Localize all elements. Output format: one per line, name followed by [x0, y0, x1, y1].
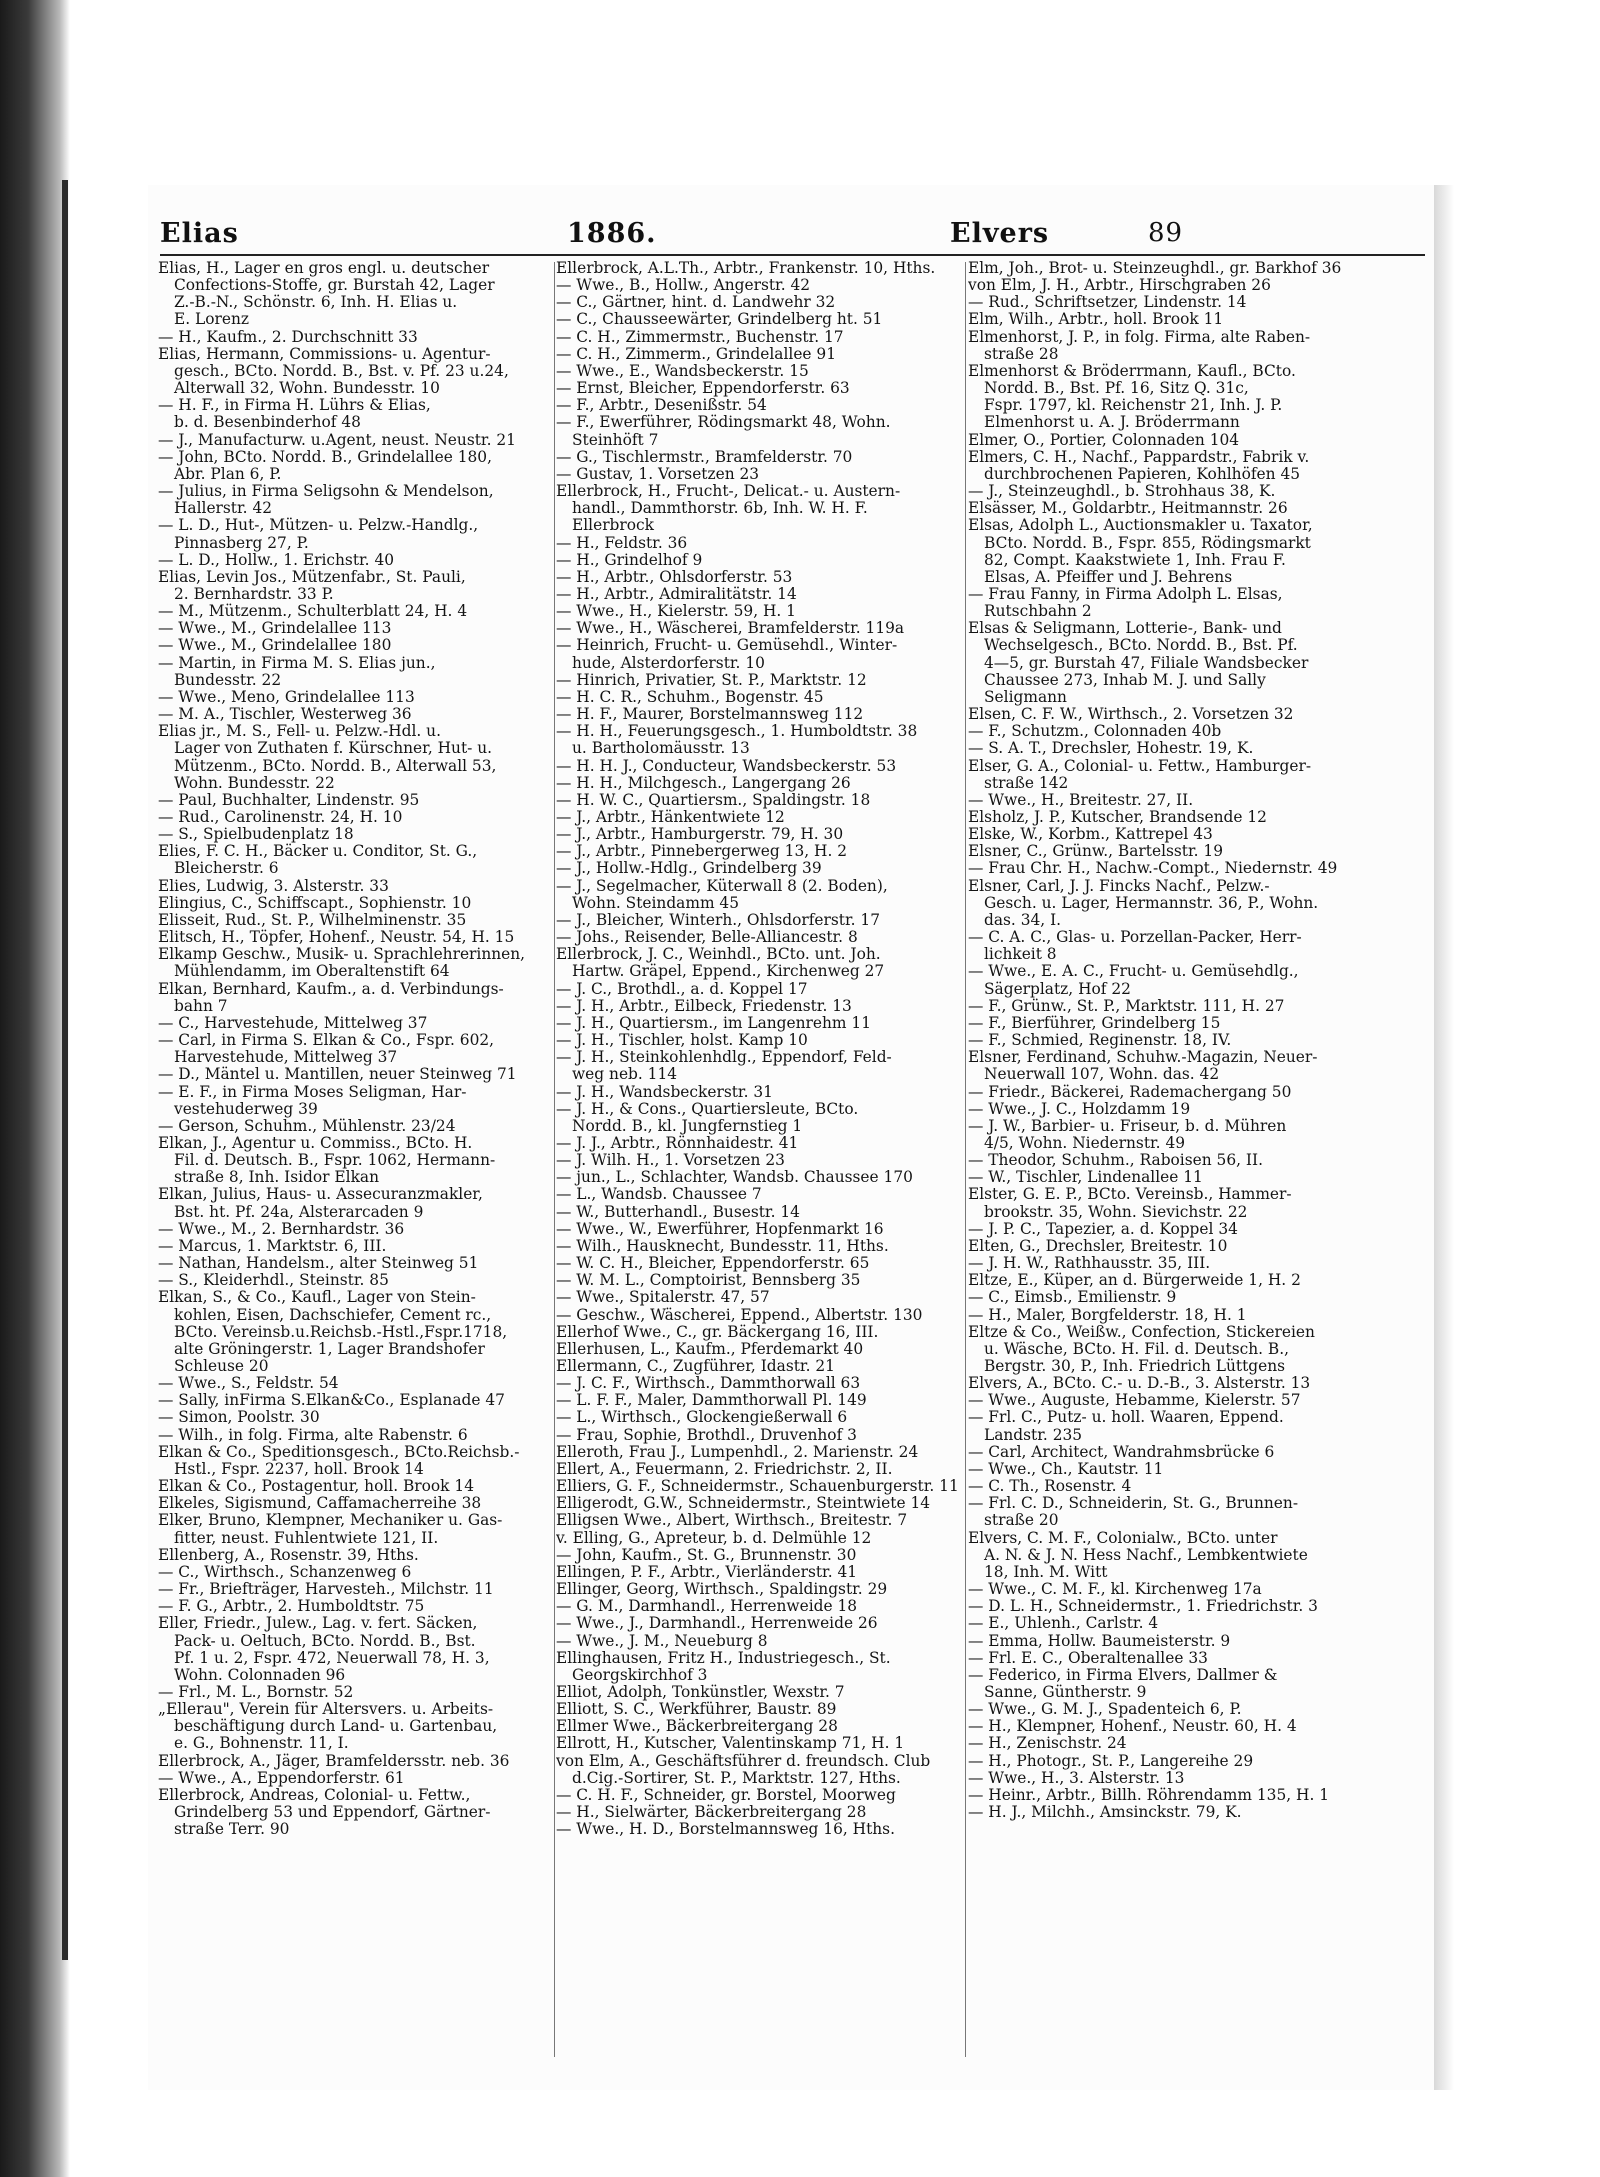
directory-entry-line: — J. H., Quartiersm., im Langenrehm 11	[556, 1014, 871, 1032]
directory-entry-line: gesch., BCto. Nordd. B., Bst. v. Pf. 23 u.24,	[174, 362, 509, 380]
directory-entry-line: — C., Eimsb., Emilienstr. 9	[968, 1289, 1177, 1307]
column-separator	[965, 262, 966, 2057]
directory-entry-line: Elitsch, H., Töpfer, Hohenf., Neustr. 54, H. 15	[158, 929, 515, 947]
directory-entry-line: Elias jr., M. S., Fell- u. Pelzw.-Hdl. u.	[158, 723, 441, 741]
directory-entry-line: — J. H., Tischler, holst. Kamp 10	[556, 1032, 808, 1050]
directory-entry-line: Wechselgesch., BCto. Nordd. B., Bst. Pf.	[984, 637, 1298, 655]
directory-entry-line: — Wwe., M., Grindelallee 180	[158, 637, 392, 655]
directory-entry-line: Ellerbrock	[572, 517, 654, 535]
directory-entry-line: — Wwe., H., Breitestr. 27, II.	[968, 791, 1194, 809]
directory-entry-line: — H., Photogr., St. P., Langereihe 29	[968, 1752, 1254, 1770]
directory-entry-line: Schleuse 20	[174, 1358, 269, 1375]
directory-entry-line: — Wwe., A., Eppendorferstr. 61	[158, 1769, 405, 1787]
directory-entry-line: — Wwe., Spitalerstr. 47, 57	[556, 1289, 770, 1307]
directory-entry-line: — W., Tischler, Lindenallee 11	[968, 1169, 1203, 1187]
directory-entry-line: Elligsen Wwe., Albert, Wirthsch., Breitestr. 7	[556, 1512, 908, 1530]
directory-entry-line: — G., Tischlermstr., Bramfelderstr. 70	[556, 448, 853, 466]
directory-entry-line: Elliot, Adolph, Tonkünstler, Wexstr. 7	[556, 1683, 845, 1701]
directory-entry-line: — Wwe., M., 2. Bernhardstr. 36	[158, 1220, 405, 1238]
directory-entry-line: — Gustav, 1. Vorsetzen 23	[556, 465, 760, 483]
directory-entry-line: Elster, G. E. P., BCto. Vereinsb., Hammer-	[968, 1186, 1292, 1204]
directory-entry-line: Eller, Friedr., Julew., Lag. v. fert. Säcken,	[158, 1615, 478, 1633]
directory-entry-line: Hstl., Fspr. 2237, holl. Brook 14	[174, 1460, 424, 1478]
directory-entry-line: — C., Chausseewärter, Grindelberg ht. 51	[556, 311, 883, 329]
directory-entry-line: — J. J., Arbtr., Rönnhaidestr. 41	[556, 1134, 799, 1152]
directory-entry-line: Pf. 1 u. 2, Fspr. 472, Neuerwall 78, H. 3,	[174, 1649, 490, 1667]
directory-entry-line: Steinhöft 7	[572, 431, 659, 449]
directory-entry-line: — Wwe., S., Feldstr. 54	[158, 1375, 339, 1393]
directory-entry-line: — Wwe., J. C., Holzdamm 19	[968, 1100, 1191, 1118]
directory-entry-line: — John, Kaufm., St. G., Brunnenstr. 30	[556, 1546, 857, 1564]
directory-entry-line: Elkan, Bernhard, Kaufm., a. d. Verbindungs-	[158, 980, 504, 998]
directory-entry-line: straße 28	[984, 345, 1059, 363]
directory-entry-line: Elsner, Ferdinand, Schuhw.-Magazin, Neuer-	[968, 1049, 1318, 1067]
directory-entry-line: Ellerhof Wwe., C., gr. Bäckergang 16, III.	[556, 1323, 879, 1341]
directory-entry-line: Pinnasberg 27, P.	[174, 534, 309, 552]
directory-entry-line: 4—5, gr. Burstah 47, Filiale Wandsbecker	[984, 654, 1309, 672]
directory-entry-line: — F., Ewerführer, Rödingsmarkt 48, Wohn.	[556, 414, 891, 432]
directory-entry-line: — J., Arbtr., Hamburgerstr. 79, H. 30	[556, 826, 844, 844]
directory-entry-line: — M., Mützenm., Schulterblatt 24, H. 4	[158, 603, 468, 621]
directory-entry-line: 82, Compt. Kaakstwiete 1, Inh. Frau F.	[984, 551, 1286, 569]
directory-entry-line: — Wwe., C. M. F., kl. Kirchenweg 17a	[968, 1581, 1262, 1599]
directory-entry-line: Wohn. Colonnaden 96	[174, 1666, 346, 1684]
directory-entry-line: Elsas & Seligmann, Lotterie-, Bank- und	[968, 620, 1282, 638]
directory-entry-line: — W., Butterhandl., Busestr. 14	[556, 1203, 800, 1221]
directory-entry-line: Elias, H., Lager en gros engl. u. deutscher	[158, 260, 490, 277]
directory-entry-line: — H. H. J., Conducteur, Wandsbeckerstr. 53	[556, 757, 897, 775]
directory-entry-line: — Wwe., H. D., Borstelmannsweg 16, Hths.	[556, 1821, 895, 1839]
directory-entry-line: — J., Arbtr., Pinnebergerweg 13, H. 2	[556, 843, 848, 861]
directory-entry-line: Rutschbahn 2	[984, 603, 1092, 621]
directory-entry-line: — Wwe., Ch., Kautstr. 11	[968, 1460, 1164, 1478]
directory-entry-line: Elias, Levin Jos., Mützenfabr., St. Pauli,	[158, 568, 466, 586]
directory-entry-line: Elliott, S. C., Werkführer, Baustr. 89	[556, 1701, 837, 1719]
directory-entry-line: Elkan, S., & Co., Kaufl., Lager von Stein-	[158, 1289, 476, 1307]
directory-entry-line: — Rud., Carolinenstr. 24, H. 10	[158, 809, 403, 826]
directory-entry-line: — J., Manufacturw. u.Agent, neust. Neustr. 21	[158, 431, 516, 449]
directory-entry-line: Ellingen, P. F., Arbtr., Vierländerstr. 41	[556, 1563, 858, 1581]
directory-entry-line: straße Terr. 90	[174, 1821, 290, 1839]
directory-entry-line: Seligmann	[984, 688, 1067, 706]
directory-entry-line: — D., Mäntel u. Mantillen, neuer Steinweg 71	[158, 1066, 517, 1084]
directory-entry-line: — Fr., Briefträger, Harvesteh., Milchstr. 11	[158, 1581, 494, 1599]
directory-entry-line: — S., Kleiderhdl., Steinstr. 85	[158, 1272, 389, 1290]
directory-entry-line: — F., Schutzm., Colonnaden 40b	[968, 723, 1222, 741]
directory-entry-line: Elsas, A. Pfeiffer und J. Behrens	[984, 568, 1233, 586]
directory-entry-line: — C. Th., Rosenstr. 4	[968, 1478, 1132, 1496]
directory-entry-line: Elmenhorst & Bröderrmann, Kaufl., BCto.	[968, 362, 1296, 380]
directory-entry-line: — D. L. H., Schneidermstr., 1. Friedrichstr. 3	[968, 1598, 1318, 1616]
directory-entry-line: Elkan, J., Agentur u. Commiss., BCto. H.	[158, 1134, 473, 1152]
directory-entry-line: — Carl, in Firma S. Elkan & Co., Fspr. 602,	[158, 1032, 495, 1050]
directory-entry-line: — H., Feldstr. 36	[556, 534, 688, 552]
directory-entry-line: straße 142	[984, 774, 1069, 792]
directory-entry-line: — Wwe., H., 3. Alsterstr. 13	[968, 1769, 1185, 1787]
directory-entry-line: Fspr. 1797, kl. Reichenstr 21, Inh. J. P.	[984, 397, 1283, 415]
directory-entry-line: — Martin, in Firma M. S. Elias jun.,	[158, 654, 436, 672]
directory-entry-line: — H. F., Maurer, Borstelmannsweg 112	[556, 706, 864, 724]
directory-entry-line: — J. H., Arbtr., Eilbeck, Friedenstr. 13	[556, 997, 852, 1015]
directory-entry-line: — Wwe., G. M. J., Spadenteich 6, P.	[968, 1701, 1242, 1719]
header-year: 1886.	[567, 218, 657, 249]
directory-entry-line: Elligerodt, G.W., Schneidermstr., Steintwiete 14	[556, 1495, 931, 1513]
directory-column-3	[968, 260, 1432, 2070]
directory-entry-line: Elkan, Julius, Haus- u. Assecuranzmakler,	[158, 1186, 483, 1204]
directory-entry-line: weg neb. 114	[572, 1066, 678, 1084]
directory-entry-line: — Friedr., Bäckerei, Rademachergang 50	[968, 1083, 1292, 1101]
directory-entry-line: Elsner, Carl, J. J. Fincks Nachf., Pelzw.-	[968, 877, 1270, 895]
directory-entry-line: — H., Kaufm., 2. Durchschnitt 33	[158, 328, 418, 346]
directory-entry-line: — Federico, in Firma Elvers, Dallmer &	[968, 1666, 1278, 1684]
directory-entry-line: beschäftigung durch Land- u. Gartenbau,	[174, 1718, 498, 1736]
directory-entry-line: — H., Grindelhof 9	[556, 551, 703, 569]
directory-entry-line: — C., Gärtner, hint. d. Landwehr 32	[556, 294, 836, 312]
directory-entry-line: — J. C. F., Wirthsch., Dammthorwall 63	[556, 1375, 861, 1393]
directory-entry-line: b. d. Besenbinderhof 48	[174, 414, 361, 432]
directory-entry-line: Elten, G., Drechsler, Breitestr. 10	[968, 1237, 1228, 1255]
directory-entry-line: Elmenhorst u. A. J. Bröderrmann	[984, 414, 1240, 432]
directory-entry-line: — Wwe., W., Ewerführer, Hopfenmarkt 16	[556, 1220, 884, 1238]
directory-column-2	[556, 260, 960, 2070]
directory-entry-line: — W. M. L., Comptoirist, Bennsberg 35	[556, 1272, 861, 1290]
directory-entry-line: — Heinrich, Frucht- u. Gemüsehdl., Winter-	[556, 637, 898, 655]
directory-entry-line: — Frl. E. C., Oberaltenallee 33	[968, 1649, 1208, 1667]
directory-entry-line: alte Gröningerstr. 1, Lager Brandshofer	[174, 1340, 485, 1358]
directory-entry-line: Ellerbrock, Andreas, Colonial- u. Fettw.,	[158, 1786, 471, 1804]
directory-entry-line: Elsas, Adolph L., Auctionsmakler u. Taxator,	[968, 517, 1313, 535]
directory-entry-line: — H. H., Feuerungsgesch., 1. Humboldtstr. 38	[556, 723, 918, 741]
directory-entry-line: — Wwe., E., Wandsbeckerstr. 15	[556, 362, 809, 380]
directory-entry-line: — H., Maler, Borgfelderstr. 18, H. 1	[968, 1306, 1247, 1324]
directory-entry-line: Elsässer, M., Goldarbtr., Heitmannstr. 26	[968, 500, 1288, 518]
directory-entry-line: Elias, Hermann, Commissions- u. Agentur-	[158, 345, 491, 363]
directory-entry-line: Harvestehude, Mittelweg 37	[174, 1049, 398, 1067]
directory-entry-line: — Simon, Poolstr. 30	[158, 1409, 320, 1427]
directory-entry-line: Ellert, A., Feuermann, 2. Friedrichstr. 2, II.	[556, 1460, 893, 1478]
directory-entry-line: Wohn. Bundesstr. 22	[174, 774, 335, 792]
directory-entry-line: Elmer, O., Portier, Colonnaden 104	[968, 431, 1240, 449]
directory-entry-line: u. Bartholomäusstr. 13	[572, 740, 750, 758]
directory-entry-line: — E., Uhlenh., Carlstr. 4	[968, 1615, 1159, 1633]
directory-entry-line: Z.-B.-N., Schönstr. 6, Inh. H. Elias u.	[174, 294, 458, 312]
directory-entry-line: Ellinger, Georg, Wirthsch., Spaldingstr. 29	[556, 1581, 888, 1599]
directory-entry-line: — L., Wirthsch., Glockengießerwall 6	[556, 1409, 848, 1427]
directory-entry-line: Ellerbrock, A., Jäger, Bramfeldersstr. neb. 36	[158, 1752, 510, 1770]
directory-entry-line: — J. H., Wandsbeckerstr. 31	[556, 1083, 773, 1101]
directory-entry-line: — F., Bierführer, Grindelberg 15	[968, 1014, 1221, 1032]
directory-entry-line: — H. F., in Firma H. Lührs & Elias,	[158, 397, 431, 415]
directory-entry-line: BCto. Nordd. B., Fspr. 855, Rödingsmarkt	[984, 534, 1311, 552]
directory-entry-line: — Wwe., J. M., Neueburg 8	[556, 1632, 768, 1650]
directory-entry-line: 18, Inh. M. Witt	[984, 1563, 1108, 1581]
directory-entry-line: durchbrochenen Papieren, Kohlhöfen 45	[984, 465, 1301, 483]
directory-entry-line: — Gerson, Schuhm., Mühlenstr. 23/24	[158, 1117, 456, 1135]
directory-entry-line: — Emma, Hollw. Baumeisterstr. 9	[968, 1632, 1231, 1650]
directory-entry-line: Mühlendamm, im Oberaltenstift 64	[174, 963, 450, 981]
header-left-guideword: Elias	[160, 218, 239, 249]
directory-entry-line: Bleicherstr. 6	[174, 860, 279, 878]
directory-entry-line: Elies, F. C. H., Bäcker u. Conditor, St. G.,	[158, 843, 478, 861]
directory-entry-line: — J., Arbtr., Hänkentwiete 12	[556, 809, 785, 826]
directory-entry-line: — H., Arbtr., Admiralitätstr. 14	[556, 585, 797, 603]
directory-entry-line: Elmers, C. H., Nachf., Pappardstr., Fabrik v.	[968, 448, 1310, 466]
directory-entry-line: Elkan & Co., Postagentur, holl. Brook 14	[158, 1478, 474, 1496]
directory-entry-line: Elsen, C. F. W., Wirthsch., 2. Vorsetzen 32	[968, 706, 1294, 724]
directory-entry-line: straße 20	[984, 1512, 1059, 1530]
directory-entry-line: Mützenm., BCto. Nordd. B., Alterwall 53,	[174, 757, 497, 775]
directory-entry-line: straße 8, Inh. Isidor Elkan	[174, 1169, 380, 1187]
header-right-guideword: Elvers	[950, 218, 1050, 249]
directory-entry-line: — Theodor, Schuhm., Raboisen 56, II.	[968, 1152, 1263, 1170]
directory-entry-line: Elske, W., Korbm., Kattrepel 43	[968, 826, 1213, 844]
directory-entry-line: Abr. Plan 6, P.	[174, 465, 282, 483]
column-separator	[554, 262, 555, 2057]
directory-entry-line: Elliers, G. F., Schneidermstr., Schauenburgerstr. 11	[556, 1478, 959, 1496]
directory-entry-line: Ellermann, C., Zugführer, Idastr. 21	[556, 1358, 835, 1375]
directory-entry-line: u. Wäsche, BCto. H. Fil. d. Deutsch. B.,	[984, 1340, 1290, 1358]
directory-entry-line: — Wwe., Auguste, Hebamme, Kielerstr. 57	[968, 1392, 1301, 1410]
directory-entry-line: Alterwall 32, Wohn. Bundesstr. 10	[174, 380, 440, 398]
directory-entry-line: — C., Wirthsch., Schanzenweg 6	[158, 1563, 412, 1581]
directory-entry-line: — C., Harvestehude, Mittelweg 37	[158, 1014, 428, 1032]
directory-entry-line: vestehuderweg 39	[174, 1100, 318, 1118]
directory-entry-line: Lager von Zuthaten f. Kürschner, Hut- u.	[174, 740, 493, 758]
directory-entry-line: — Rud., Schriftsetzer, Lindenstr. 14	[968, 294, 1247, 312]
directory-entry-line: — J., Segelmacher, Küterwall 8 (2. Boden),	[556, 877, 888, 895]
directory-entry-line: — H. C. R., Schuhm., Bogenstr. 45	[556, 688, 824, 706]
directory-entry-line: Chaussee 273, Inhab M. J. und Sally	[984, 671, 1266, 689]
directory-entry-line: 2. Bernhardstr. 33 P.	[174, 585, 334, 603]
directory-entry-line: Ellenberg, A., Rosenstr. 39, Hths.	[158, 1546, 419, 1564]
directory-entry-line: Neuerwall 107, Wohn. das. 42	[984, 1066, 1220, 1084]
directory-entry-line: Sägerplatz, Hof 22	[984, 980, 1131, 998]
directory-entry-line: d.Cig.-Sortirer, St. P., Marktstr. 127, Hths.	[572, 1769, 901, 1787]
directory-entry-line: brookstr. 35, Wohn. Sievichstr. 22	[984, 1203, 1248, 1221]
directory-entry-line: — Marcus, 1. Marktstr. 6, III.	[158, 1237, 387, 1255]
directory-entry-line: — Frau Fanny, in Firma Adolph L. Elsas,	[968, 585, 1283, 603]
directory-entry-line: — H., Sielwärter, Bäckerbreitergang 28	[556, 1804, 867, 1822]
directory-entry-line: — Wwe., H., Wäscherei, Bramfelderstr. 119a	[556, 620, 905, 638]
directory-entry-line: Elvers, A., BCto. C.- u. D.-B., 3. Alsterstr. 13	[968, 1375, 1311, 1393]
directory-entry-line: — J. Wilh. H., 1. Vorsetzen 23	[556, 1152, 785, 1170]
directory-entry-line: lichkeit 8	[984, 946, 1057, 964]
directory-entry-line: — E. F., in Firma Moses Seligman, Har-	[158, 1083, 467, 1101]
directory-entry-line: handl., Dammthorstr. 6b, Inh. W. H. F.	[572, 500, 868, 518]
directory-entry-line: fitter, neust. Fuhlentwiete 121, II.	[174, 1529, 439, 1547]
directory-entry-line: — C. H., Zimmerm., Grindelallee 91	[556, 345, 837, 363]
directory-entry-line: Georgskirchhof 3	[572, 1666, 708, 1684]
directory-entry-line: hude, Alsterdorferstr. 10	[572, 654, 765, 672]
directory-entry-line: Eltze & Co., Weißw., Confection, Stickereien	[968, 1323, 1315, 1341]
directory-entry-line: — L., Wandsb. Chaussee 7	[556, 1186, 762, 1204]
directory-entry-line: bahn 7	[174, 997, 228, 1015]
directory-entry-line: Pack- u. Oeltuch, BCto. Nordd. B., Bst.	[174, 1632, 476, 1650]
directory-entry-line: Elkamp Geschw., Musik- u. Sprachlehrerinnen,	[158, 946, 526, 964]
directory-entry-line: Elm, Joh., Brot- u. Steinzeughdl., gr. Barkhof 36	[968, 260, 1342, 277]
directory-entry-line: — F., Grünw., St. P., Marktstr. 111, H. 27	[968, 997, 1285, 1015]
directory-entry-line: — F. G., Arbtr., 2. Humboldtstr. 75	[158, 1598, 425, 1616]
directory-entry-line: — S., Spielbudenplatz 18	[158, 826, 354, 844]
directory-entry-line: Wohn. Steindamm 45	[572, 894, 740, 912]
directory-entry-line: — C. H., Zimmermstr., Buchenstr. 17	[556, 328, 844, 346]
directory-entry-line: Elleroth, Frau J., Lumpenhdl., 2. Marienstr. 24	[556, 1443, 919, 1461]
directory-entry-line: kohlen, Eisen, Dachschiefer, Cement rc.,	[174, 1306, 492, 1324]
directory-entry-line: — Carl, Architect, Wandrahmsbrücke 6	[968, 1443, 1275, 1461]
book-gutter	[62, 180, 68, 1960]
directory-entry-line: Landstr. 235	[984, 1426, 1083, 1444]
directory-entry-line: Ellerhusen, L., Kaufm., Pferdemarkt 40	[556, 1340, 864, 1358]
directory-entry-line: — J., Bleicher, Winterh., Ohlsdorferstr. 17	[556, 911, 881, 929]
directory-entry-line: e. G., Bohnenstr. 11, I.	[174, 1735, 349, 1753]
directory-entry-line: Elm, Wilh., Arbtr., holl. Brook 11	[968, 311, 1224, 329]
directory-entry-line: — H. W. C., Quartiersm., Spaldingstr. 18	[556, 791, 871, 809]
directory-entry-line: — C. H. F., Schneider, gr. Borstel, Moorweg	[556, 1786, 896, 1804]
directory-entry-line: A. N. & J. N. Hess Nachf., Lembkentwiete	[984, 1546, 1308, 1564]
directory-entry-line: Ellmer Wwe., Bäckerbreitergang 28	[556, 1718, 838, 1736]
directory-entry-line: — J. H., Steinkohlenhdlg., Eppendorf, Feld-	[556, 1049, 892, 1067]
directory-entry-line: — J. H., & Cons., Quartiersleute, BCto.	[556, 1100, 859, 1118]
directory-entry-line: — Johs., Reisender, Belle-Alliancestr. 8	[556, 929, 858, 947]
directory-entry-line: — H., Arbtr., Ohlsdorferstr. 53	[556, 568, 793, 586]
directory-entry-line: — Frau, Sophie, Brothdl., Druvenhof 3	[556, 1426, 857, 1444]
directory-entry-line: — H. H., Milchgesch., Langergang 26	[556, 774, 851, 792]
directory-entry-line: — J. C., Brothdl., a. d. Koppel 17	[556, 980, 808, 998]
directory-entry-line: Ellinghausen, Fritz H., Industriegesch., St.	[556, 1649, 891, 1667]
directory-entry-line: — Wwe., M., Grindelallee 113	[158, 620, 392, 638]
directory-entry-line: — Geschw., Wäscherei, Eppend., Albertstr. 130	[556, 1306, 923, 1324]
directory-entry-line: Ellerbrock, H., Frucht-, Delicat.- u. Austern-	[556, 483, 901, 501]
directory-entry-line: Elser, G. A., Colonial- u. Fettw., Hamburger-	[968, 757, 1312, 775]
directory-entry-line: — F., Schmied, Reginenstr. 18, IV.	[968, 1032, 1232, 1050]
directory-entry-line: — jun., L., Schlachter, Wandsb. Chaussee 170	[556, 1169, 913, 1187]
header-rule	[160, 254, 1425, 256]
directory-entry-line: — L. F. F., Maler, Dammthorwall Pl. 149	[556, 1392, 867, 1410]
directory-entry-line: — G. M., Darmhandl., Herrenweide 18	[556, 1598, 858, 1616]
directory-entry-line: Hallerstr. 42	[174, 500, 273, 518]
directory-entry-line: — F., Arbtr., Desenißstr. 54	[556, 397, 767, 415]
directory-entry-line: Grindelberg 53 und Eppendorf, Gärtner-	[174, 1804, 491, 1822]
directory-entry-line: Bundesstr. 22	[174, 671, 282, 689]
directory-entry-line: von Elm, J. H., Arbtr., Hirschgraben 26	[968, 277, 1271, 295]
directory-entry-line: Elsner, C., Grünw., Bartelsstr. 19	[968, 843, 1224, 861]
directory-entry-line: — Wwe., J., Darmhandl., Herrenweide 26	[556, 1615, 878, 1633]
directory-entry-line: „Ellerau", Verein für Altersvers. u. Arbeits-	[158, 1701, 494, 1719]
page-edge-shadow	[1434, 185, 1454, 2090]
directory-entry-line: — H., Zenischstr. 24	[968, 1735, 1127, 1753]
directory-entry-line: Confections-Stoffe, gr. Burstah 42, Lager	[174, 277, 495, 295]
directory-entry-line: — Frau Chr. H., Nachw.-Compt., Niedernstr. 49	[968, 860, 1338, 878]
directory-entry-line: — Frl., M. L., Bornstr. 52	[158, 1683, 354, 1701]
directory-entry-line: Nordd. B., kl. Jungfernstieg 1	[572, 1117, 803, 1135]
directory-entry-line: — Wwe., H., Kielerstr. 59, H. 1	[556, 603, 796, 621]
directory-entry-line: — John, BCto. Nordd. B., Grindelallee 180,	[158, 448, 492, 466]
directory-entry-line: — Wwe., Meno, Grindelallee 113	[158, 688, 415, 706]
directory-entry-line: — S. A. T., Drechsler, Hohestr. 19, K.	[968, 740, 1254, 758]
directory-entry-line: Elmenhorst, J. P., in folg. Firma, alte Raben-	[968, 328, 1311, 346]
directory-entry-line: v. Elling, G., Apreteur, b. d. Delmühle 12	[556, 1529, 872, 1547]
directory-entry-line: das. 34, I.	[984, 911, 1062, 929]
directory-entry-line: — Sally, inFirma S.Elkan&Co., Esplanade 47	[158, 1392, 505, 1410]
directory-entry-line: — Wwe., B., Hollw., Angerstr. 42	[556, 277, 811, 295]
directory-entry-line: Nordd. B., Bst. Pf. 16, Sitz Q. 31c,	[984, 380, 1249, 398]
directory-entry-line: — Ernst, Bleicher, Eppendorferstr. 63	[556, 380, 850, 398]
directory-entry-line: — Hinrich, Privatier, St. P., Marktstr. 12	[556, 671, 867, 689]
directory-entry-line: — Wwe., E. A. C., Frucht- u. Gemüsehdlg.,	[968, 963, 1299, 981]
directory-entry-line: von Elm, A., Geschäftsführer d. freundsch. Club	[556, 1752, 931, 1770]
directory-entry-line: Sanne, Güntherstr. 9	[984, 1683, 1147, 1701]
directory-entry-line: Elvers, C. M. F., Colonialw., BCto. unter	[968, 1529, 1278, 1547]
directory-entry-line: Elisseit, Rud., St. P., Wilhelminenstr. 35	[158, 911, 467, 929]
directory-entry-line: Elker, Bruno, Klempner, Mechaniker u. Gas-	[158, 1512, 503, 1530]
directory-entry-line: Elsholz, J. P., Kutscher, Brandsende 12	[968, 809, 1267, 826]
directory-entry-line: — Paul, Buchhalter, Lindenstr. 95	[158, 791, 420, 809]
directory-entry-line: — Wilh., in folg. Firma, alte Rabenstr. 6	[158, 1426, 468, 1444]
directory-entry-line: — Nathan, Handelsm., alter Steinweg 51	[158, 1255, 479, 1273]
directory-entry-line: BCto. Vereinsb.u.Reichsb.-Hstl.,Fspr.1718,	[174, 1323, 508, 1341]
directory-column-1	[158, 260, 552, 2070]
directory-entry-line: Fil. d. Deutsch. B., Fspr. 1062, Hermann-	[174, 1152, 496, 1170]
directory-entry-line: — Frl. C., Putz- u. holl. Waaren, Eppend.	[968, 1409, 1284, 1427]
directory-entry-line: — L. D., Hollw., 1. Erichstr. 40	[158, 551, 395, 569]
directory-entry-line: E. Lorenz	[174, 311, 249, 329]
directory-entry-line: — H., Klempner, Hohenf., Neustr. 60, H. 4	[968, 1718, 1297, 1736]
directory-entry-line: Ellrott, H., Kutscher, Valentinskamp 71, H. 1	[556, 1735, 905, 1753]
page-number: 89	[1148, 218, 1184, 248]
directory-entry-line: — Wilh., Hausknecht, Bundesstr. 11, Hths.	[556, 1237, 889, 1255]
directory-entry-line: — L. D., Hut-, Mützen- u. Pelzw.-Handlg.,	[158, 517, 479, 535]
directory-entry-line: Ellerbrock, A.L.Th., Arbtr., Frankenstr. 10, Hths.	[556, 260, 936, 277]
directory-entry-line: 4/5, Wohn. Niedernstr. 49	[984, 1134, 1186, 1152]
directory-entry-line: — J. P. C., Tapezier, a. d. Koppel 34	[968, 1220, 1238, 1238]
directory-entry-line: Elkan & Co., Speditionsgesch., BCto.Reichsb.-	[158, 1443, 520, 1461]
directory-entry-line: — C. A. C., Glas- u. Porzellan-Packer, Herr-	[968, 929, 1302, 947]
directory-entry-line: Bst. ht. Pf. 24a, Alsterarcaden 9	[174, 1203, 424, 1221]
directory-entry-line: — Frl. C. D., Schneiderin, St. G., Brunnen-	[968, 1495, 1299, 1513]
directory-entry-line: — M. A., Tischler, Westerweg 36	[158, 706, 412, 724]
directory-entry-line: Elies, Ludwig, 3. Alsterstr. 33	[158, 877, 389, 895]
directory-entry-line: Elkeles, Sigismund, Caffamacherreihe 38	[158, 1495, 482, 1513]
directory-entry-line: — Julius, in Firma Seligsohn & Mendelson,	[158, 483, 494, 501]
directory-entry-line: — H. J., Milchh., Amsinckstr. 79, K.	[968, 1804, 1242, 1822]
directory-entry-line: — Heinr., Arbtr., Billh. Röhrendamm 135, H. 1	[968, 1786, 1330, 1804]
directory-entry-line: Ellerbrock, J. C., Weinhdl., BCto. unt. Joh.	[556, 946, 881, 964]
directory-entry-line: — J. H. W., Rathhausstr. 35, III.	[968, 1255, 1211, 1273]
directory-entry-line: Hartw. Gräpel, Eppend., Kirchenweg 27	[572, 963, 885, 981]
directory-entry-line: — J. W., Barbier- u. Friseur, b. d. Mühren	[968, 1117, 1287, 1135]
directory-entry-line: — J., Steinzeughdl., b. Strohhaus 38, K.	[968, 483, 1276, 501]
directory-entry-line: — J., Hollw.-Hdlg., Grindelberg 39	[556, 860, 822, 878]
directory-entry-line: Eltze, E., Küper, an d. Bürgerweide 1, H. 2	[968, 1272, 1301, 1290]
scan-binding-shadow	[0, 0, 70, 2177]
directory-entry-line: Elingius, C., Schiffscapt., Sophienstr. 10	[158, 894, 472, 912]
directory-entry-line: Gesch. u. Lager, Hermannstr. 36, P., Wohn.	[984, 894, 1319, 912]
directory-entry-line: — W. C. H., Bleicher, Eppendorferstr. 65	[556, 1255, 870, 1273]
directory-entry-line: Bergstr. 30, P., Inh. Friedrich Lüttgens	[984, 1358, 1286, 1375]
